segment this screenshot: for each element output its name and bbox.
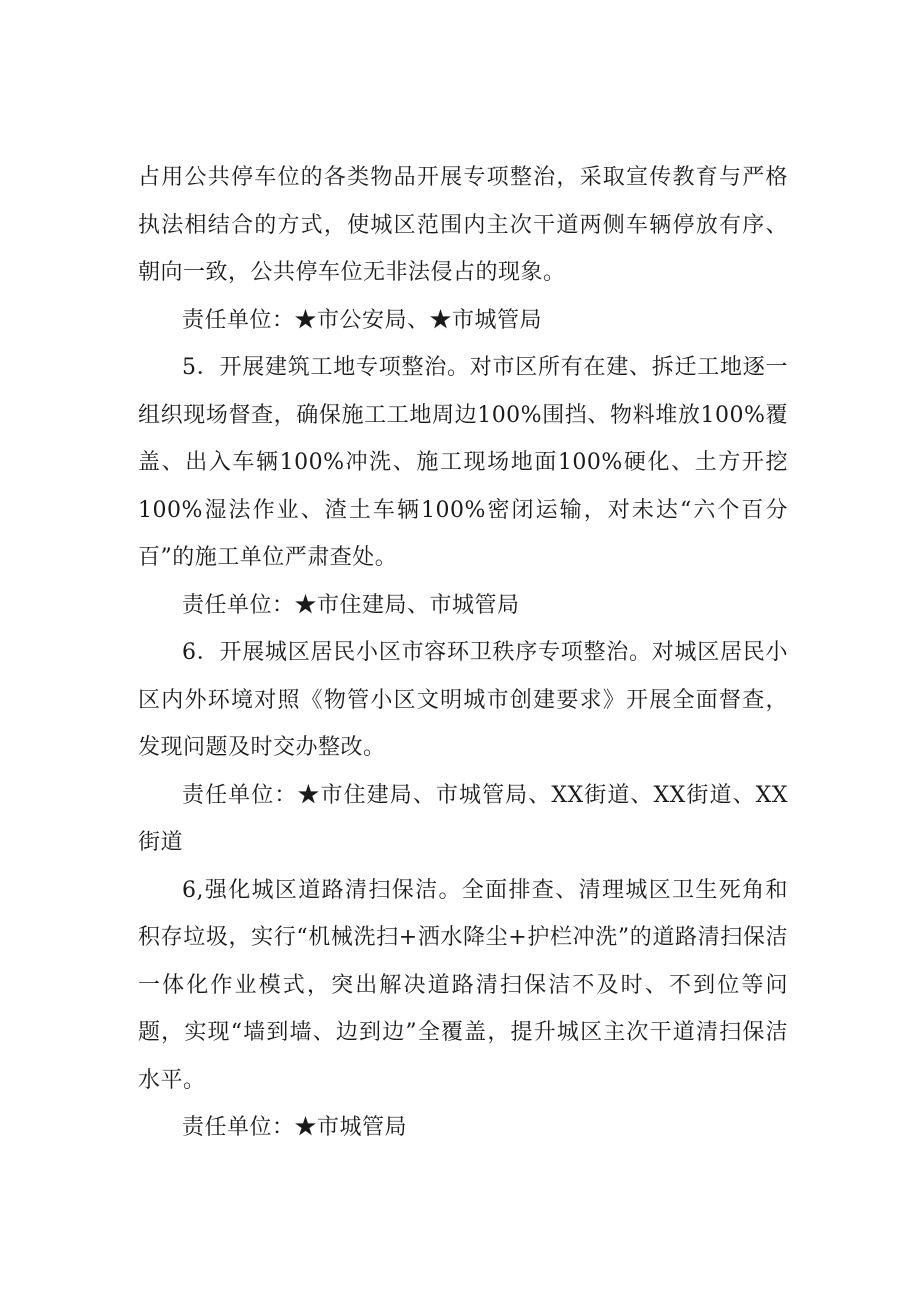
responsibility-line: 责任单位：★市住建局、市城管局、XX街道、XX街道、XX街道 (138, 782, 788, 855)
paragraph-item-6: 6．开展城区居民小区市容环卫秩序专项整治。对城区居民小区内外环境对照《物管小区文明城市创建要求》开展全面督查，发现问题及时交办整改。 (138, 640, 788, 760)
responsibility-line: 责任单位：★市公安局、★市城管局 (182, 307, 543, 333)
responsibility-line: 责任单位：★市城管局 (182, 1115, 408, 1140)
document-body (138, 154, 788, 1152)
paragraph-item-5: 5．开展建筑工地专项整治。对市区所有在建、拆迁工地逐一组织现场督查，确保施工工地周边100%围挡、物料堆放100%覆盖、出入车辆100%冲洗、施工现场地面100%硬化、土方开挖100%湿法作业、渣土车辆100%密闭运输，对未达“六个百分百”的施工单位严肃查处。 (138, 355, 788, 570)
paragraph-item-6b: 6,强化城区道路清扫保洁。全面排查、清理城区卫生死角和积存垃圾，实行“机械洗扫+洒水降尘+护栏冲洗”的道路清扫保洁一体化作业模式，突出解决道路清扫保洁不及时、不到位等问题，实现“墙到墙、边到边”全覆盖，提升城区主次干道清扫保洁水平。 (138, 877, 788, 1093)
paragraph-continuation: 占用公共停车位的各类物品开展专项整治，采取宣传教育与严格执法相结合的方式，使城区范围内主次干道两侧车辆停放有序、朝向一致，公共停车位无非法侵占的现象。 (138, 165, 788, 285)
responsibility-line: 责任单位：★市住建局、市城管局 (182, 592, 520, 618)
